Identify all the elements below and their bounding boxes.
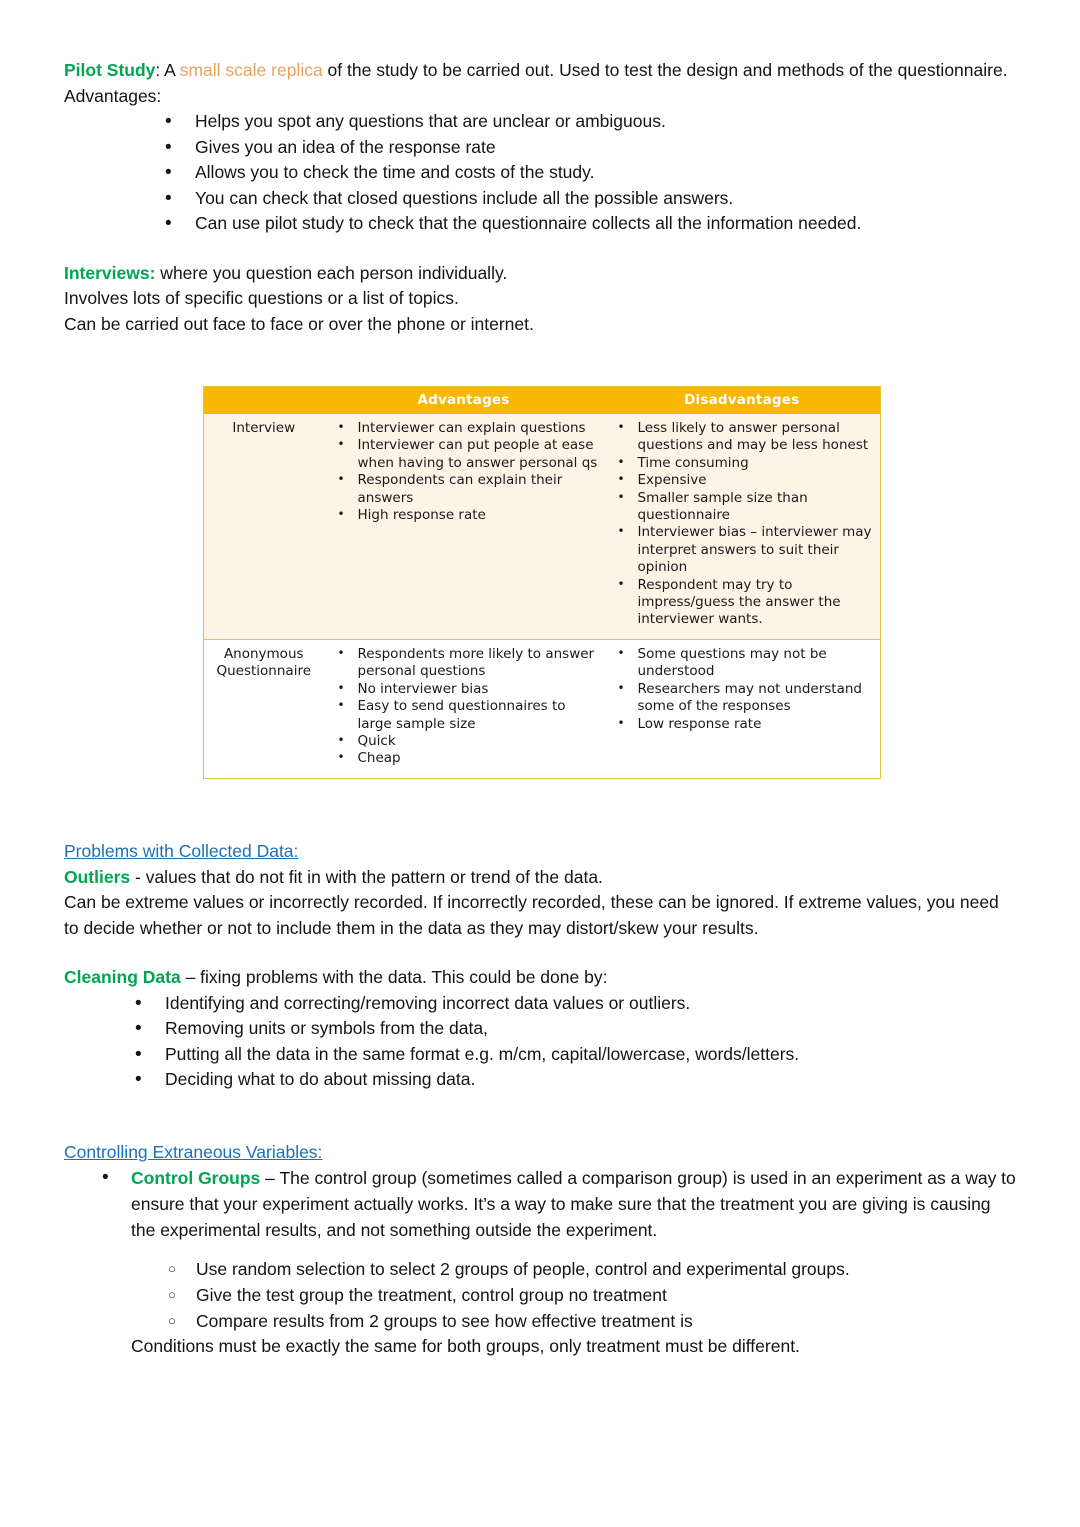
advantages-label: Advantages: [64, 85, 162, 106]
interviews-paragraph [64, 261, 1016, 287]
spacer [64, 941, 1016, 965]
column-header-advantages: Advantages [324, 387, 604, 415]
list-item: • Identifying and correcting/removing incorrect data values or outliers. [64, 991, 1016, 1017]
list-item: • Quick [330, 733, 598, 750]
cleaning-data-term: Cleaning Data [64, 967, 181, 987]
list-item: • High response rate [330, 507, 598, 524]
list-item: • Putting all the data in the same format e.g. m/cm, capital/lowercase, words/letters. [64, 1042, 1016, 1068]
list-item: • Interviewer can put people at ease when having to answer personal qs [330, 437, 598, 472]
pilot-study-colon: : A [155, 60, 180, 80]
problems-heading [64, 838, 1016, 865]
control-group-steps-list [64, 1256, 1016, 1334]
interview-advantages-cell [324, 414, 604, 639]
list-item: • Respondents can explain their answers [330, 472, 598, 507]
questionnaire-advantages-list [330, 646, 598, 768]
spacer [64, 237, 1016, 261]
column-header-disadvantages: Disadvantages [604, 387, 881, 415]
list-item: • Researchers may not understand some of the responses [610, 681, 875, 716]
cleaning-data-list [64, 991, 1016, 1093]
list-item: • Low response rate [610, 716, 875, 733]
list-item: • Respondents more likely to answer personal questions [330, 646, 598, 681]
list-item: ○ Give the test group the treatment, control group no treatment [64, 1282, 1016, 1308]
cleaning-data-paragraph [64, 965, 1016, 991]
comparison-table [203, 386, 881, 779]
interviews-line2: Involves lots of specific questions or a list of topics. [64, 288, 459, 308]
control-groups-term: Control Groups [131, 1168, 261, 1188]
pilot-study-highlight: small scale replica [179, 60, 323, 80]
table-header-row [204, 387, 881, 415]
control-groups-list [64, 1165, 1016, 1243]
spacer [64, 1243, 1016, 1256]
interviews-line1-rest: where you question each person individually. [155, 262, 508, 283]
list-item: • Easy to send questionnaires to large sample size [330, 698, 598, 733]
pilot-study-paragraph [64, 58, 1016, 84]
list-item: • Cheap [330, 750, 598, 767]
extraneous-heading [64, 1139, 1016, 1166]
document-body-lower [64, 838, 1016, 1360]
pilot-advantages-list [64, 109, 1016, 237]
list-item: • Smaller sample size than questionnaire [610, 490, 875, 525]
list-item [64, 1165, 1016, 1243]
pilot-study-term: Pilot Study [64, 60, 156, 80]
questionnaire-disadvantages-cell [604, 639, 881, 778]
interviews-line3: Can be carried out face to face or over the phone or internet. [64, 313, 534, 334]
cleaning-data-rest: – fixing problems with the data. This could be done by: [180, 967, 608, 987]
list-item: • Interviewer bias – interviewer may interpret answers to suit their opinion [610, 524, 875, 576]
list-item: • Interviewer can explain questions [330, 420, 598, 437]
questionnaire-advantages-cell [324, 639, 604, 778]
document-body [64, 58, 1016, 337]
list-item: • Time consuming [610, 455, 875, 472]
list-item: • Deciding what to do about missing data. [64, 1067, 1016, 1093]
list-item: • Some questions may not be understood [610, 646, 875, 681]
interview-questionnaire-comparison-table [203, 386, 880, 779]
extraneous-heading-text: Controlling Extraneous Variables: [64, 1141, 323, 1162]
list-item: • Respondent may try to impress/guess the answer the interviewer wants. [610, 577, 875, 629]
list-item: • You can check that closed questions include all the possible answers. [64, 186, 1016, 212]
list-item: • Removing units or symbols from the data, [64, 1016, 1016, 1042]
list-item: • Expensive [610, 472, 875, 489]
table-row [204, 639, 881, 778]
list-item: • Less likely to answer personal questions and may be less honest [610, 420, 875, 455]
list-item: • Allows you to check the time and costs of the study. [64, 160, 1016, 186]
column-header-blank [204, 387, 324, 415]
list-item: • Can use pilot study to check that the questionnaire collects all the information needed. [64, 211, 1016, 237]
row-label-interview: Interview [204, 414, 324, 639]
interview-disadvantages-list [610, 420, 875, 629]
questionnaire-disadvantages-list [610, 646, 875, 733]
pilot-study-rest: of the study to be carried out. Used to test the design and methods of the questionnaire. [322, 60, 1008, 80]
interviews-term: Interviews: [64, 262, 156, 283]
list-item: ○ Use random selection to select 2 groups of people, control and experimental groups. [64, 1256, 1016, 1282]
list-item: ○ Compare results from 2 groups to see how effective treatment is [64, 1308, 1016, 1334]
problems-heading-text: Problems with Collected Data: [64, 841, 299, 861]
extraneous-closing-paragraph: Conditions must be exactly the same for both groups, only treatment must be different. [131, 1336, 800, 1356]
outliers-paragraph [64, 865, 1016, 891]
outliers-rest: - values that do not fit in with the pattern or trend of the data. [130, 866, 603, 887]
list-item: • No interviewer bias [330, 681, 598, 698]
row-label-anonymous-questionnaire: Anonymous Questionnaire [204, 639, 324, 778]
interview-disadvantages-cell [604, 414, 881, 639]
table-row [204, 414, 881, 639]
spacer [64, 1093, 1016, 1139]
control-groups-rest: – The control group (sometimes called a comparison group) is used in an experiment as a way to ensure that your experiment actually works. It’s a way to make sure that the treatment you are giving is causing the experimental results, and not something outside the experiment. [131, 1168, 1016, 1240]
outliers-term: Outliers [64, 866, 131, 887]
list-item: • Gives you an idea of the response rate [64, 135, 1016, 161]
interview-advantages-list [330, 420, 598, 524]
list-item: • Helps you spot any questions that are unclear or ambiguous. [64, 109, 1016, 135]
outliers-detail-paragraph: Can be extreme values or incorrectly recorded. If incorrectly recorded, these can be ignored. If extreme values, you need to decide whether or not to include them in the data as they may distort/skew your results. [64, 892, 999, 938]
